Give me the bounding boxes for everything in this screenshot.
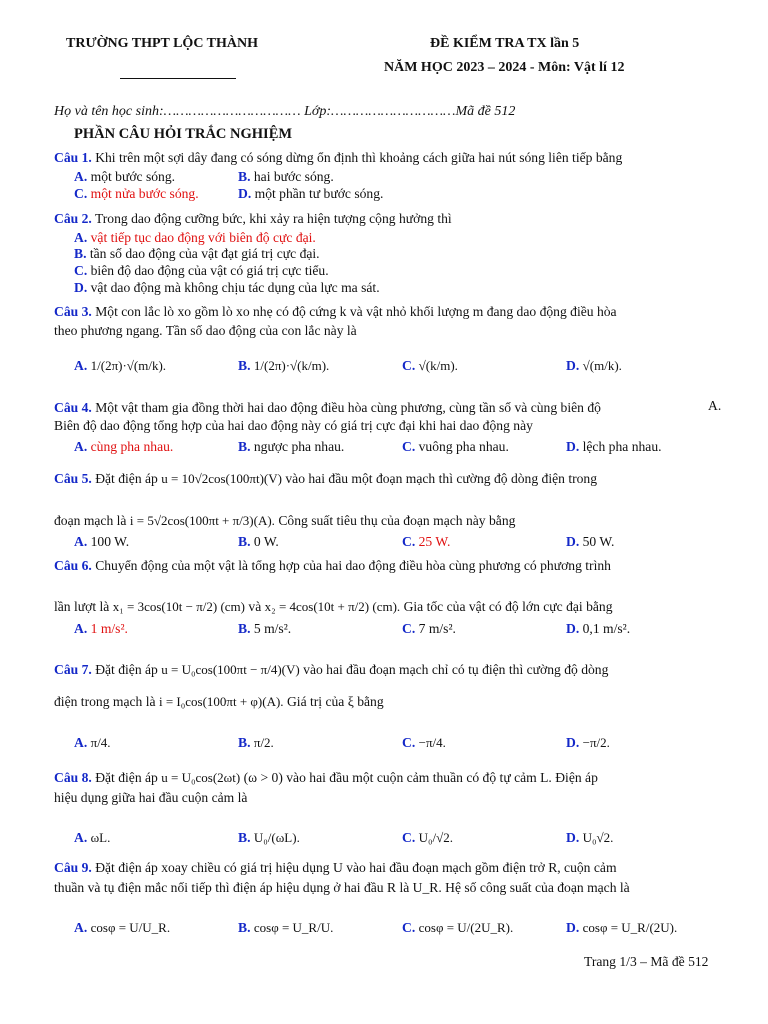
q9-option-d[interactable]: D. cosφ = U_R/(2U). [566, 920, 678, 935]
q8-option-d[interactable]: D. U₀√2. [566, 830, 614, 845]
q9-option-b[interactable]: B. cosφ = U_R/U. [238, 920, 334, 935]
exam-title: ĐỀ KIỂM TRA TX lần 5 [430, 36, 580, 51]
question-1 [54, 150, 622, 166]
school-name: TRƯỜNG THPT LỘC THÀNH [66, 36, 259, 51]
q5-option-c[interactable]: C. 25 W. [402, 534, 451, 549]
q8-option-c[interactable]: C. U₀/√2. [402, 830, 454, 845]
q8-option-a[interactable]: A. ωL. [74, 830, 111, 845]
question-8: Câu 8. Đặt điện áp u = U₀cos(2ωt) (ω > 0) vào hai đầu một cuộn cảm thuần có độ tự cảm L. Điện áp [54, 770, 598, 785]
q9-option-c[interactable]: C. cosφ = U/(2U_R). [402, 920, 514, 935]
q4-option-a[interactable]: A. cùng pha nhau. [74, 439, 174, 454]
header-divider [120, 78, 236, 79]
question-7: Câu 7. Đặt điện áp u = U₀cos(100πt − π/4)(V) vào hai đầu đoạn mạch chỉ có tụ điện thì cường độ dòng [54, 662, 609, 677]
q1-option-b[interactable]: B. hai bước sóng. [238, 169, 334, 184]
q7-option-a[interactable]: A. π/4. [74, 735, 111, 750]
q2-option-d[interactable]: D. vật dao động mà không chịu tác dụng của lực ma sát. [74, 280, 380, 295]
exam-year-subject: NĂM HỌC 2023 – 2024 - Môn: Vật lí 12 [384, 60, 625, 75]
question-4-cont: Biên độ dao động tổng hợp của hai dao động này có giá trị cực đại khi hai dao động này [54, 418, 533, 433]
current-formula: i = I₀cos(100πt + φ)(A). [158, 694, 284, 709]
q3-option-a[interactable]: A. 1/(2π)·√(m/k). [74, 358, 167, 373]
q2-option-b[interactable]: B. tần số dao động của vật đạt giá trị cực đại. [74, 246, 320, 261]
q5-option-b[interactable]: B. 0 W. [238, 534, 279, 549]
question-5-cont: đoạn mạch là i = 5√2cos(100πt + π/3)(A). Công suất tiêu thụ của đoạn mạch này bằng [54, 513, 516, 528]
current-formula: i = 5√2cos(100πt + π/3)(A). [129, 513, 275, 528]
q5-option-d[interactable]: D. 50 W. [566, 534, 615, 549]
q6-option-b[interactable]: B. 5 m/s². [238, 621, 292, 636]
question-text: Khi trên một sợi dây đang có sóng dừng ổn định thì khoảng cách giữa hai nút sóng liên tiếp bằng [95, 150, 623, 165]
question-9-cont: thuần và tụ điện mắc nối tiếp thì điện áp hiệu dụng ở hai đầu R là U_R. Hệ số công suất của đoạn mạch là [54, 880, 630, 895]
student-info-line: Họ và tên học sinh:…………………………… Lớp:…………………………Mã đề 512 [54, 104, 516, 119]
question-3: Câu 3. Một con lắc lò xo gồm lò xo nhẹ có độ cứng k và vật nhỏ khối lượng m đang dao động điều hòa [54, 304, 617, 319]
question-5: Câu 5. Đặt điện áp u = 10√2cos(100πt)(V) vào hai đầu một đoạn mạch thì cường độ dòng điện trong [54, 471, 598, 486]
q1-option-c[interactable]: C. một nửa bước sóng. [74, 186, 199, 201]
question-2: Câu 2. Trong dao động cưỡng bức, khi xảy ra hiện tượng cộng hưởng thì [54, 211, 452, 226]
question-9: Câu 9. Đặt điện áp xoay chiều có giá trị hiệu dụng U vào hai đầu đoạn mạch gồm điện trở R, cuộn cảm [54, 860, 617, 875]
q4-option-c[interactable]: C. vuông pha nhau. [402, 439, 509, 454]
q6-option-c[interactable]: C. 7 m/s². [402, 621, 456, 636]
page-footer: Trang 1/3 – Mã đề 512 [584, 954, 709, 969]
q6-option-d[interactable]: D. 0,1 m/s². [566, 621, 631, 636]
q2-option-c[interactable]: C. biên độ dao động của vật có giá trị cực tiểu. [74, 263, 329, 278]
question-8-cont: hiệu dụng giữa hai đầu cuộn cảm là [54, 790, 248, 805]
q5-option-a[interactable]: A. 100 W. [74, 534, 130, 549]
voltage-formula: u = U₀cos(100πt − π/4)(V) [161, 662, 300, 677]
q1-option-d[interactable]: D. một phần tư bước sóng. [238, 186, 384, 201]
x1-formula: x₁ = 3cos(10t − π/2) (cm) [112, 599, 245, 614]
q3-option-b[interactable]: B. 1/(2π)·√(k/m). [238, 358, 330, 373]
question-7-cont: điện trong mạch là i = I₀cos(100πt + φ)(A). Giá trị của ξ bằng [54, 694, 384, 709]
q6-option-a[interactable]: A. 1 m/s². [74, 621, 128, 636]
q7-option-c[interactable]: C. −π/4. [402, 735, 446, 750]
q7-option-b[interactable]: B. π/2. [238, 735, 274, 750]
q8-option-b[interactable]: B. U₀/(ωL). [238, 830, 300, 845]
q9-option-a[interactable]: A. cosφ = U/U_R. [74, 920, 171, 935]
q3-option-d[interactable]: D. √(m/k). [566, 358, 622, 373]
q7-option-d[interactable]: D. −π/2. [566, 735, 610, 750]
voltage-formula: u = U₀cos(2ωt) [161, 770, 241, 785]
q1-option-a[interactable]: A. một bước sóng. [74, 169, 176, 184]
q4-option-d[interactable]: D. lệch pha nhau. [566, 439, 662, 454]
q4-option-b[interactable]: B. ngược pha nhau. [238, 439, 345, 454]
question-6: Câu 6. Chuyển động của một vật là tổng hợp của hai dao động điều hòa cùng phương có phương trình [54, 558, 611, 573]
question-number: Câu 1. [54, 150, 92, 165]
question-4: Câu 4. Một vật tham gia đồng thời hai dao động điều hòa cùng phương, cùng tần số và cùng biên độ [54, 400, 601, 415]
question-3-cont: theo phương ngang. Tần số dao động của con lắc này là [54, 323, 357, 338]
q2-option-a[interactable]: A. vật tiếp tục dao động với biên độ cực đại. [74, 230, 316, 245]
question-6-cont: lần lượt là x₁ = 3cos(10t − π/2) (cm) và x₂ = 4cos(10t + π/2) (cm). Gia tốc của vật có độ lớn cực đại bằng [54, 599, 613, 614]
q3-option-c[interactable]: C. √(k/m). [402, 358, 458, 373]
section-title: PHẦN CÂU HỎI TRẮC NGHIỆM [74, 126, 293, 142]
x2-formula: x₂ = 4cos(10t + π/2) (cm). [264, 599, 401, 614]
voltage-formula: u = 10√2cos(100πt)(V) [161, 471, 282, 486]
amplitude-symbol: A. [708, 398, 722, 413]
